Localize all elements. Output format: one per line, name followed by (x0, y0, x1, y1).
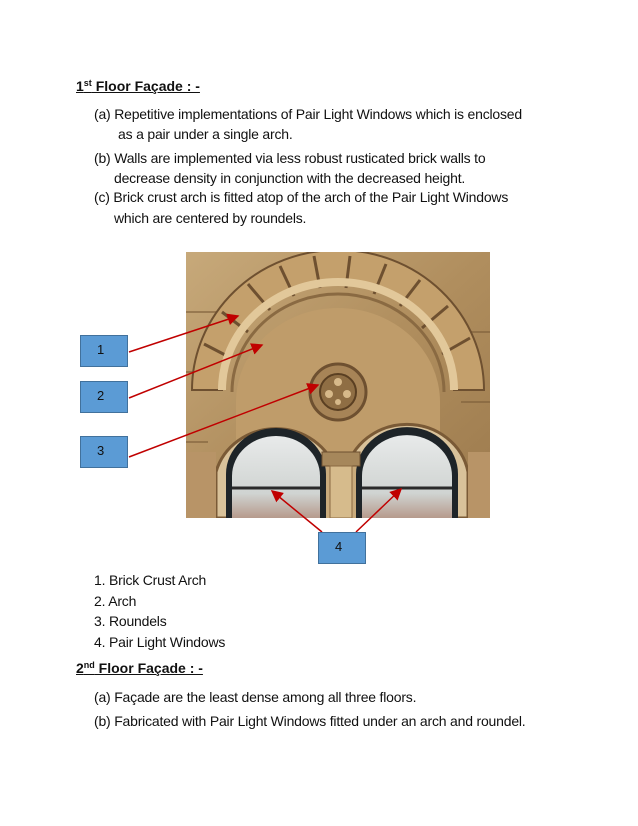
label-box-1: 1 (80, 335, 128, 367)
section-2-heading: 2nd Floor Façade : - (76, 660, 203, 676)
legend-item-4: 4. Pair Light Windows (94, 634, 226, 650)
item-c-line2: which are centered by roundels. (114, 210, 307, 226)
arrow-4a (272, 491, 322, 532)
legend-item-1: 1. Brick Crust Arch (94, 572, 207, 588)
label-box-4: 4 (318, 532, 366, 564)
item-b-line1: (b) Walls are implemented via less robust rusticated brick walls to (94, 150, 486, 166)
section-1-heading: 1st Floor Façade : - (76, 78, 200, 94)
item-a-line1: (a) Repetitive implementations of Pair Light Windows which is enclosed (94, 106, 522, 122)
label-box-3: 3 (80, 436, 128, 468)
item-c-line1: (c) Brick crust arch is fitted atop of the arch of the Pair Light Windows (94, 189, 509, 205)
item-b-line2: decrease density in conjunction with the decreased height. (114, 170, 466, 186)
section-2-item-b: (b) Fabricated with Pair Light Windows fitted under an arch and roundel. (94, 713, 526, 729)
arrow-4b (356, 489, 401, 532)
section-2-item-a: (a) Façade are the least dense among all three floors. (94, 689, 417, 705)
legend-item-2: 2. Arch (94, 593, 137, 609)
legend-item-3: 3. Roundels (94, 613, 167, 629)
item-a-line2: as a pair under a single arch. (118, 126, 293, 142)
arrow-1 (129, 316, 238, 352)
arrow-2 (129, 345, 262, 398)
label-box-2: 2 (80, 381, 128, 413)
arrow-3 (129, 385, 318, 457)
